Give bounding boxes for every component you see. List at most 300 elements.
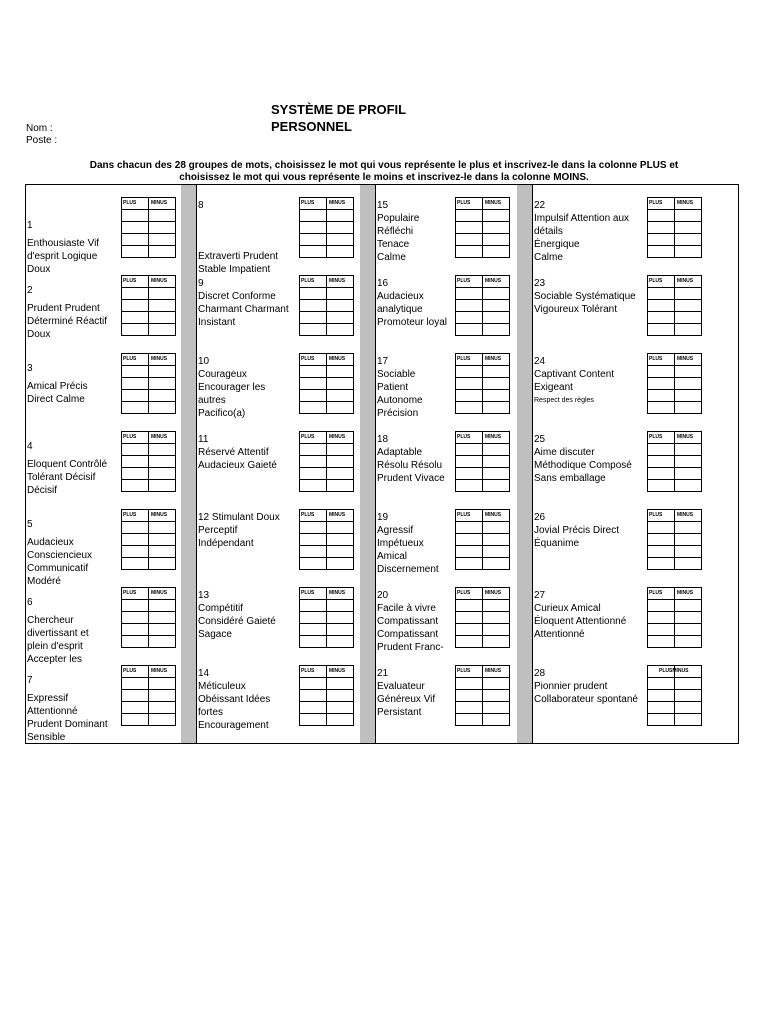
minus-answer-cell[interactable]: [675, 402, 702, 414]
plus-answer-cell[interactable]: [456, 546, 483, 558]
minus-answer-cell[interactable]: [483, 378, 510, 390]
minus-answer-cell[interactable]: [483, 546, 510, 558]
plus-answer-cell[interactable]: [122, 714, 149, 726]
minus-answer-cell[interactable]: [483, 456, 510, 468]
plus-answer-cell[interactable]: [648, 690, 675, 702]
word-option: Modéré: [27, 576, 61, 587]
minus-answer-cell[interactable]: [149, 444, 176, 456]
plus-answer-cell[interactable]: [122, 690, 149, 702]
plus-answer-cell[interactable]: [300, 624, 327, 636]
plus-answer-cell[interactable]: [300, 444, 327, 456]
minus-answer-cell[interactable]: [675, 678, 702, 690]
minus-answer-cell[interactable]: [675, 702, 702, 714]
word-option: Extraverti Prudent: [198, 251, 279, 262]
minus-answer-cell[interactable]: [149, 402, 176, 414]
plus-answer-cell[interactable]: [648, 600, 675, 612]
minus-answer-cell[interactable]: [483, 234, 510, 246]
group-number: [534, 355, 545, 368]
minus-answer-cell[interactable]: [327, 522, 354, 534]
plus-answer-cell[interactable]: [648, 366, 675, 378]
minus-answer-cell[interactable]: [327, 444, 354, 456]
group-number: 17: [377, 356, 389, 367]
plus-answer-cell[interactable]: [648, 300, 675, 312]
minus-answer-cell[interactable]: [149, 624, 176, 636]
minus-answer-cell[interactable]: [149, 546, 176, 558]
plus-answer-cell[interactable]: [648, 288, 675, 300]
answer-grid: [455, 431, 510, 492]
plus-answer-cell[interactable]: [648, 636, 675, 648]
plus-answer-cell[interactable]: [300, 678, 327, 690]
word-option: fortes: [198, 707, 224, 718]
plus-answer-cell[interactable]: [300, 636, 327, 648]
plus-answer-cell[interactable]: [300, 312, 327, 324]
minus-answer-cell[interactable]: [149, 534, 176, 546]
group-number: [534, 511, 545, 524]
group-number: 8: [198, 200, 204, 211]
minus-answer-cell[interactable]: [675, 522, 702, 534]
minus-answer-cell[interactable]: [483, 624, 510, 636]
plus-answer-cell[interactable]: [456, 378, 483, 390]
minus-answer-cell[interactable]: [675, 366, 702, 378]
header-cell: [483, 588, 510, 600]
minus-answer-cell[interactable]: [327, 288, 354, 300]
minus-answer-cell[interactable]: [327, 246, 354, 258]
plus-answer-cell[interactable]: [456, 624, 483, 636]
minus-answer-cell[interactable]: [149, 480, 176, 492]
plus-answer-cell[interactable]: [300, 390, 327, 402]
plus-answer-cell[interactable]: [456, 690, 483, 702]
answer-grid: [455, 275, 510, 336]
plus-answer-cell[interactable]: [300, 522, 327, 534]
plus-answer-cell[interactable]: [122, 678, 149, 690]
plus-answer-cell[interactable]: [456, 534, 483, 546]
minus-answer-cell[interactable]: [327, 366, 354, 378]
minus-answer-cell[interactable]: [483, 222, 510, 234]
answer-grid: [455, 509, 510, 570]
plus-answer-cell[interactable]: [300, 690, 327, 702]
word-option: Encourager les: [198, 382, 266, 393]
plus-answer-cell[interactable]: [456, 234, 483, 246]
header-cell: [483, 510, 510, 522]
word-option: Méthodique Composé: [534, 460, 632, 471]
minus-answer-cell[interactable]: [675, 222, 702, 234]
plus-answer-cell[interactable]: [122, 456, 149, 468]
plus-answer-cell[interactable]: [456, 288, 483, 300]
minus-answer-cell[interactable]: [149, 714, 176, 726]
plus-answer-cell[interactable]: [648, 678, 675, 690]
word-option: Eloquent Contrôlé: [27, 459, 108, 470]
plus-answer-cell[interactable]: [122, 558, 149, 570]
minus-header: MINUS: [485, 356, 502, 362]
minus-answer-cell[interactable]: [483, 522, 510, 534]
plus-answer-cell[interactable]: [122, 612, 149, 624]
plus-answer-cell[interactable]: [456, 480, 483, 492]
plus-answer-cell[interactable]: [300, 300, 327, 312]
minus-header: MINUS: [485, 434, 502, 440]
minus-answer-cell[interactable]: [483, 636, 510, 648]
minus-answer-cell[interactable]: [149, 246, 176, 258]
word-option: Charmant Charmant: [198, 304, 289, 315]
group-number: [534, 277, 545, 290]
plus-answer-cell[interactable]: [648, 456, 675, 468]
minus-answer-cell[interactable]: [675, 624, 702, 636]
header-cell: [300, 276, 327, 288]
plus-answer-cell[interactable]: [648, 234, 675, 246]
plus-header: PLUS: [123, 434, 137, 440]
minus-answer-cell[interactable]: [149, 324, 176, 336]
word-option: Courageux: [198, 369, 247, 380]
minus-answer-cell[interactable]: [327, 222, 354, 234]
instructions: [26, 160, 742, 184]
plus-answer-cell[interactable]: [300, 234, 327, 246]
header-cell: [149, 354, 176, 366]
plus-answer-cell[interactable]: [122, 402, 149, 414]
plus-answer-cell[interactable]: [300, 546, 327, 558]
word-option: Audacieux: [27, 537, 74, 548]
minus-answer-cell[interactable]: [483, 246, 510, 258]
minus-answer-cell[interactable]: [327, 702, 354, 714]
minus-answer-cell[interactable]: [149, 378, 176, 390]
minus-header: MINUS: [677, 278, 694, 284]
minus-answer-cell[interactable]: [483, 366, 510, 378]
group-number-value: 24: [534, 356, 546, 367]
plus-answer-cell[interactable]: [300, 480, 327, 492]
minus-answer-cell[interactable]: [675, 234, 702, 246]
plus-answer-cell[interactable]: [122, 600, 149, 612]
plus-answer-cell[interactable]: [456, 714, 483, 726]
group-number: 10: [198, 356, 210, 367]
plus-answer-cell[interactable]: [456, 558, 483, 570]
minus-answer-cell[interactable]: [327, 624, 354, 636]
minus-answer-cell[interactable]: [327, 390, 354, 402]
plus-header: PLUS: [301, 200, 315, 206]
minus-answer-cell[interactable]: [149, 300, 176, 312]
plus-answer-cell[interactable]: [648, 714, 675, 726]
word-option: Adaptable: [377, 447, 423, 458]
plus-answer-cell[interactable]: [300, 402, 327, 414]
group-number-value: 28: [534, 668, 546, 679]
plus-answer-cell[interactable]: [456, 210, 483, 222]
plus-answer-cell[interactable]: [456, 324, 483, 336]
minus-answer-cell[interactable]: [483, 402, 510, 414]
plus-answer-cell[interactable]: [122, 234, 149, 246]
minus-answer-cell[interactable]: [327, 480, 354, 492]
plus-answer-cell[interactable]: [456, 636, 483, 648]
plus-answer-cell[interactable]: [300, 288, 327, 300]
plus-answer-cell[interactable]: [648, 378, 675, 390]
plus-answer-cell[interactable]: [300, 366, 327, 378]
plus-answer-cell[interactable]: [648, 624, 675, 636]
minus-answer-cell[interactable]: [327, 714, 354, 726]
minus-answer-cell[interactable]: [483, 468, 510, 480]
minus-answer-cell[interactable]: [327, 612, 354, 624]
minus-answer-cell[interactable]: [483, 600, 510, 612]
group-number: 4: [27, 441, 33, 452]
minus-answer-cell[interactable]: [327, 312, 354, 324]
header-cell: [300, 198, 327, 210]
group-number: 9: [198, 278, 204, 289]
answer-grid: [455, 353, 510, 414]
group-number: [377, 667, 388, 680]
plus-answer-cell[interactable]: [648, 522, 675, 534]
minus-answer-cell[interactable]: [327, 678, 354, 690]
header-cell: [122, 588, 149, 600]
group-number: 19: [377, 512, 389, 523]
answer-grid: [647, 665, 702, 726]
plus-answer-cell[interactable]: [456, 444, 483, 456]
plus-answer-cell[interactable]: [300, 246, 327, 258]
answer-grid: [121, 509, 176, 570]
plus-answer-cell[interactable]: [122, 444, 149, 456]
minus-answer-cell[interactable]: [675, 636, 702, 648]
minus-answer-cell[interactable]: [675, 480, 702, 492]
group-number-value: 27: [534, 590, 546, 601]
word-option: Éloquent Attentionné: [534, 616, 627, 627]
minus-answer-cell[interactable]: [149, 366, 176, 378]
plus-answer-cell[interactable]: [300, 702, 327, 714]
minus-answer-cell[interactable]: [149, 456, 176, 468]
instructions-line-1: Dans chacun des 28 groupes de mots, choisissez le mot qui vous représente le plus et inscrivez-le dans la colonne PLUS et: [89, 160, 679, 171]
minus-answer-cell[interactable]: [483, 444, 510, 456]
minus-answer-cell[interactable]: [483, 714, 510, 726]
minus-answer-cell[interactable]: [327, 456, 354, 468]
header-cell: [483, 354, 510, 366]
word-option: Attentionné: [27, 706, 78, 717]
plus-answer-cell[interactable]: [456, 612, 483, 624]
plus-answer-cell[interactable]: [456, 300, 483, 312]
plus-answer-cell[interactable]: [122, 534, 149, 546]
minus-answer-cell[interactable]: [675, 534, 702, 546]
plus-answer-cell[interactable]: [456, 468, 483, 480]
answer-grid: [647, 353, 702, 414]
plus-answer-cell[interactable]: [122, 702, 149, 714]
plus-answer-cell[interactable]: [648, 702, 675, 714]
plus-answer-cell[interactable]: [300, 600, 327, 612]
minus-answer-cell[interactable]: [675, 468, 702, 480]
word-option: Attentionné: [534, 629, 585, 640]
minus-answer-cell[interactable]: [327, 210, 354, 222]
minus-answer-cell[interactable]: [483, 480, 510, 492]
minus-header: MINUS: [485, 512, 502, 518]
minus-answer-cell[interactable]: [675, 246, 702, 258]
answer-grid: [121, 665, 176, 726]
header-cell: [327, 588, 354, 600]
minus-answer-cell[interactable]: [149, 522, 176, 534]
minus-answer-cell[interactable]: [675, 390, 702, 402]
minus-answer-cell[interactable]: [149, 636, 176, 648]
minus-answer-cell[interactable]: [675, 546, 702, 558]
minus-answer-cell[interactable]: [675, 210, 702, 222]
plus-answer-cell[interactable]: [122, 312, 149, 324]
plus-answer-cell[interactable]: [300, 612, 327, 624]
minus-header: MINUS: [151, 668, 168, 674]
minus-answer-cell[interactable]: [149, 558, 176, 570]
plus-answer-cell[interactable]: [122, 378, 149, 390]
minus-answer-cell[interactable]: [675, 600, 702, 612]
minus-answer-cell[interactable]: [483, 678, 510, 690]
minus-answer-cell[interactable]: [675, 690, 702, 702]
minus-answer-cell[interactable]: [483, 324, 510, 336]
plus-answer-cell[interactable]: [122, 390, 149, 402]
word-option: Agressif: [377, 525, 414, 536]
minus-answer-cell[interactable]: [675, 300, 702, 312]
plus-answer-cell[interactable]: [122, 546, 149, 558]
header-cell: [675, 510, 702, 522]
minus-answer-cell[interactable]: [327, 690, 354, 702]
minus-answer-cell[interactable]: [149, 222, 176, 234]
minus-answer-cell[interactable]: [149, 234, 176, 246]
plus-answer-cell[interactable]: [648, 402, 675, 414]
plus-answer-cell[interactable]: [122, 288, 149, 300]
plus-header: PLUS: [649, 278, 663, 284]
word-option: Calme: [534, 252, 563, 263]
group-number: 7: [27, 675, 33, 686]
plus-answer-cell[interactable]: [648, 546, 675, 558]
plus-answer-cell[interactable]: [648, 390, 675, 402]
column-divider: [532, 185, 533, 743]
plus-answer-cell[interactable]: [456, 222, 483, 234]
minus-answer-cell[interactable]: [483, 288, 510, 300]
answer-grid: [647, 197, 702, 258]
minus-answer-cell[interactable]: [483, 210, 510, 222]
minus-header: MINUS: [329, 512, 346, 518]
header-cell: [300, 354, 327, 366]
minus-answer-cell[interactable]: [327, 402, 354, 414]
minus-answer-cell[interactable]: [675, 714, 702, 726]
word-option: Prudent Dominant: [27, 719, 108, 730]
minus-answer-cell[interactable]: [149, 312, 176, 324]
plus-answer-cell[interactable]: [300, 558, 327, 570]
minus-answer-cell[interactable]: [675, 378, 702, 390]
plus-answer-cell[interactable]: [300, 714, 327, 726]
plus-answer-cell[interactable]: [122, 300, 149, 312]
word-option: Persistant: [377, 707, 422, 718]
plus-answer-cell[interactable]: [122, 480, 149, 492]
word-option: Équanime: [534, 538, 580, 549]
plus-answer-cell[interactable]: [456, 702, 483, 714]
minus-answer-cell[interactable]: [483, 312, 510, 324]
minus-answer-cell[interactable]: [483, 690, 510, 702]
minus-answer-cell[interactable]: [327, 558, 354, 570]
plus-answer-cell[interactable]: [456, 366, 483, 378]
plus-answer-cell[interactable]: [456, 600, 483, 612]
minus-answer-cell[interactable]: [149, 600, 176, 612]
minus-answer-cell[interactable]: [327, 546, 354, 558]
plus-answer-cell[interactable]: [300, 210, 327, 222]
minus-answer-cell[interactable]: [675, 312, 702, 324]
minus-answer-cell[interactable]: [327, 378, 354, 390]
plus-answer-cell[interactable]: [122, 222, 149, 234]
plus-answer-cell[interactable]: [648, 468, 675, 480]
minus-answer-cell[interactable]: [327, 534, 354, 546]
plus-header: PLUS: [301, 512, 315, 518]
minus-answer-cell[interactable]: [483, 300, 510, 312]
plus-answer-cell[interactable]: [648, 312, 675, 324]
plus-answer-cell[interactable]: [456, 402, 483, 414]
header-cell: [456, 198, 483, 210]
word-option: Sociable: [377, 369, 416, 380]
minus-answer-cell[interactable]: [675, 288, 702, 300]
minus-answer-cell[interactable]: [149, 702, 176, 714]
minus-answer-cell[interactable]: [483, 534, 510, 546]
header-cell: [300, 588, 327, 600]
minus-answer-cell[interactable]: [675, 612, 702, 624]
plus-answer-cell[interactable]: [456, 390, 483, 402]
minus-answer-cell[interactable]: [483, 612, 510, 624]
plus-answer-cell[interactable]: [122, 210, 149, 222]
minus-answer-cell[interactable]: [483, 390, 510, 402]
plus-answer-cell[interactable]: [122, 468, 149, 480]
minus-answer-cell[interactable]: [327, 600, 354, 612]
plus-answer-cell[interactable]: [648, 534, 675, 546]
profile-sheet: [25, 184, 739, 744]
plus-answer-cell[interactable]: [648, 480, 675, 492]
minus-answer-cell[interactable]: [327, 300, 354, 312]
plus-answer-cell[interactable]: [122, 246, 149, 258]
plus-answer-cell[interactable]: [456, 522, 483, 534]
plus-answer-cell[interactable]: [122, 324, 149, 336]
plus-answer-cell[interactable]: [122, 522, 149, 534]
minus-answer-cell[interactable]: [327, 324, 354, 336]
minus-answer-cell[interactable]: [675, 444, 702, 456]
minus-answer-cell[interactable]: [327, 468, 354, 480]
plus-answer-cell[interactable]: [300, 468, 327, 480]
header-cell: [149, 198, 176, 210]
plus-answer-cell[interactable]: [456, 678, 483, 690]
minus-answer-cell[interactable]: [675, 558, 702, 570]
plus-answer-cell[interactable]: [648, 612, 675, 624]
plus-answer-cell[interactable]: [456, 312, 483, 324]
answer-grid: [647, 509, 702, 570]
header-cell: [456, 588, 483, 600]
minus-answer-cell[interactable]: [149, 210, 176, 222]
word-option: Obéissant Idées: [198, 694, 271, 705]
plus-answer-cell[interactable]: [122, 366, 149, 378]
plus-answer-cell[interactable]: [648, 246, 675, 258]
plus-answer-cell[interactable]: [648, 210, 675, 222]
minus-answer-cell[interactable]: [149, 612, 176, 624]
plus-answer-cell[interactable]: [300, 222, 327, 234]
plus-answer-cell[interactable]: [648, 444, 675, 456]
minus-answer-cell[interactable]: [483, 558, 510, 570]
minus-answer-cell[interactable]: [149, 678, 176, 690]
plus-answer-cell[interactable]: [648, 558, 675, 570]
plus-answer-cell[interactable]: [300, 456, 327, 468]
word-option: d'esprit Logique: [27, 251, 98, 262]
group-number: 18: [377, 434, 389, 445]
minus-answer-cell[interactable]: [675, 456, 702, 468]
plus-answer-cell[interactable]: [300, 378, 327, 390]
plus-answer-cell[interactable]: [122, 636, 149, 648]
minus-answer-cell[interactable]: [149, 690, 176, 702]
plus-answer-cell[interactable]: [456, 456, 483, 468]
minus-answer-cell[interactable]: [327, 234, 354, 246]
plus-answer-cell[interactable]: [456, 246, 483, 258]
plus-answer-cell[interactable]: [122, 624, 149, 636]
minus-answer-cell[interactable]: [149, 390, 176, 402]
minus-answer-cell[interactable]: [483, 702, 510, 714]
minus-answer-cell[interactable]: [149, 288, 176, 300]
header-cell: [456, 432, 483, 444]
plus-answer-cell[interactable]: [300, 534, 327, 546]
plus-answer-cell[interactable]: [648, 324, 675, 336]
minus-answer-cell[interactable]: [327, 636, 354, 648]
group-number: 1: [27, 220, 33, 231]
plus-answer-cell[interactable]: [300, 324, 327, 336]
minus-answer-cell[interactable]: [149, 468, 176, 480]
plus-answer-cell[interactable]: [648, 222, 675, 234]
minus-answer-cell[interactable]: [675, 324, 702, 336]
